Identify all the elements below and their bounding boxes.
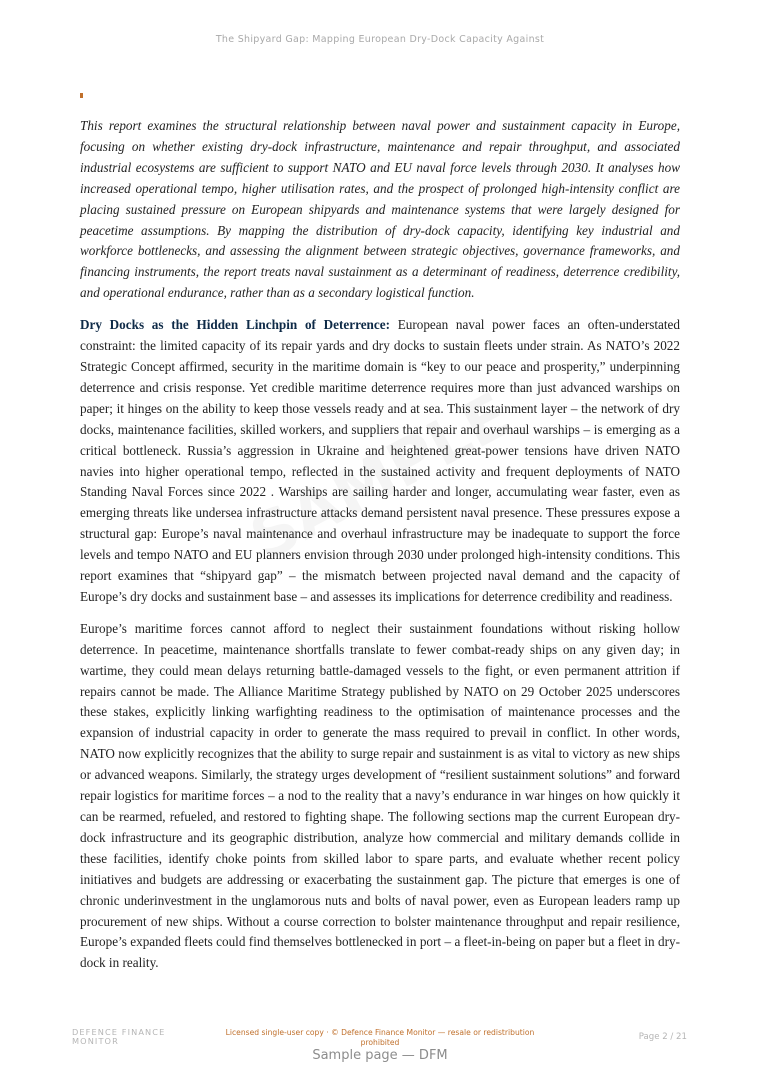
page-number: Page 2 / 21 (638, 1032, 687, 1042)
sample-caption: Sample page — DFM (312, 1048, 448, 1063)
body-paragraph: Europe’s maritime forces cannot afford to neglect their sustainment foundations without risking hollow deterrence. In peacetime, maintenance shortfalls translate to fewer combat-ready ships on any given day; in wartime, they could mean delays returning battle-damaged vessels to the fight, or even permanent attrition if repairs cannot be made. The Alliance Maritime Strategy published by NATO on 29 October 2025 underscores these stakes, explicitly linking warfighting readiness to the optimisation of maintenance processes and the expansion of industrial capacity in order to generate the mass required to prevail in conflict. In other words, NATO now explicitly recognizes that the ability to surge repair and sustainment is as vital to victory as new ships or advanced weapons. Similarly, the strategy urges development of “resilient sustainment solutions” and forward repair logistics for maritime forces – a nod to the reality that a navy’s endurance in war hinges on how quickly it can be rearmed, refueled, and restored to fighting shape. The following sections map the current European dry-dock infrastructure and its geographic distribution, analyze how commercial and military demands collide in these facilities, identify choke points from skilled labor to spare parts, and evaluate whether recent policy initiatives and budgets are addressing or exacerbating the sustainment gap. The picture that emerges is one of chronic underinvestment in the unglamorous nuts and bolts of naval power, even as European leaders ramp up procurement of new ships. Without a course correction to bolster maintenance throughput and repair resilience, Europe’s expanded fleets could find themselves bottlenecked in port – a fleet-in-being on paper but a fleet in dry-dock in reality. (80, 620, 680, 971)
footer-brand-line-1: DEFENCE FINANCE (72, 1027, 166, 1037)
section-paragraph (80, 315, 680, 608)
running-header: The Shipyard Gap: Mapping European Dry-Dock Capacity Against (215, 34, 545, 45)
footer-brand-line-2: MONITOR (72, 1036, 119, 1046)
accent-mark (80, 93, 83, 98)
section-lead-heading: Dry Docks as the Hidden Linchpin of Deterrence: (80, 317, 390, 333)
document-body (80, 116, 680, 985)
footer-brand (72, 1028, 165, 1046)
abstract-paragraph: This report examines the structural relationship between naval power and sustainment capacity in Europe, focusing on whether existing dry-dock infrastructure, maintenance and repair throughput, and associated industrial ecosystems are sufficient to support NATO and EU naval force levels through 2030. It analyses how increased operational tempo, higher utilisation rates, and the prospect of prolonged high-intensity conflict are placing sustained pressure on European shipyards and maintenance systems that were largely designed for peacetime assumptions. By mapping the distribution of dry-dock capacity, identifying key industrial and workforce bottlenecks, and assessing the alignment between strategic objectives, governance frameworks, and financing instruments, the report treats naval sustainment as a determinant of readiness, deterrence credibility, and operational endurance, rather than as a secondary logistical function. (80, 118, 680, 301)
section-lead-text: European naval power faces an often-understated constraint: the limited capacity of its repair yards and dry docks to sustain fleets under strain. As NATO’s 2022 Strategic Concept affirmed, security in the maritime domain is “key to our peace and prosperity,” underpinning deterrence and crisis response. Yet credible maritime deterrence requires more than just advanced warships on paper; it hinges on the ability to keep those vessels ready and at sea. This sustainment layer – the network of dry docks, maintenance facilities, skilled workers, and suppliers that repair and overhaul warships – is emerging as a critical bottleneck. Russia’s aggression in Ukraine and heightened great-power tensions have driven NATO navies into higher operational tempo, reflected in the sustained activity and frequent deployments of NATO Standing Naval Forces since 2022 . Warships are sailing harder and longer, accumulating wear faster, even as emerging threats like undersea infrastructure attacks demand persistent naval presence. These pressures expose a structural gap: Europe’s naval maintenance and overhaul infrastructure may be inadequate to support the force levels and tempo NATO and EU planners envision through 2030 under prolonged high-intensity conditions. This report examines that “shipyard gap” – the mismatch between projected naval demand and the capacity of Europe’s dry docks and sustainment base – and assesses its implications for deterrence credibility and readiness. (80, 317, 680, 604)
footer-license-notice: Licensed single-user copy · © Defence Finance Monitor — resale or redistribution prohibited (225, 1028, 535, 1047)
